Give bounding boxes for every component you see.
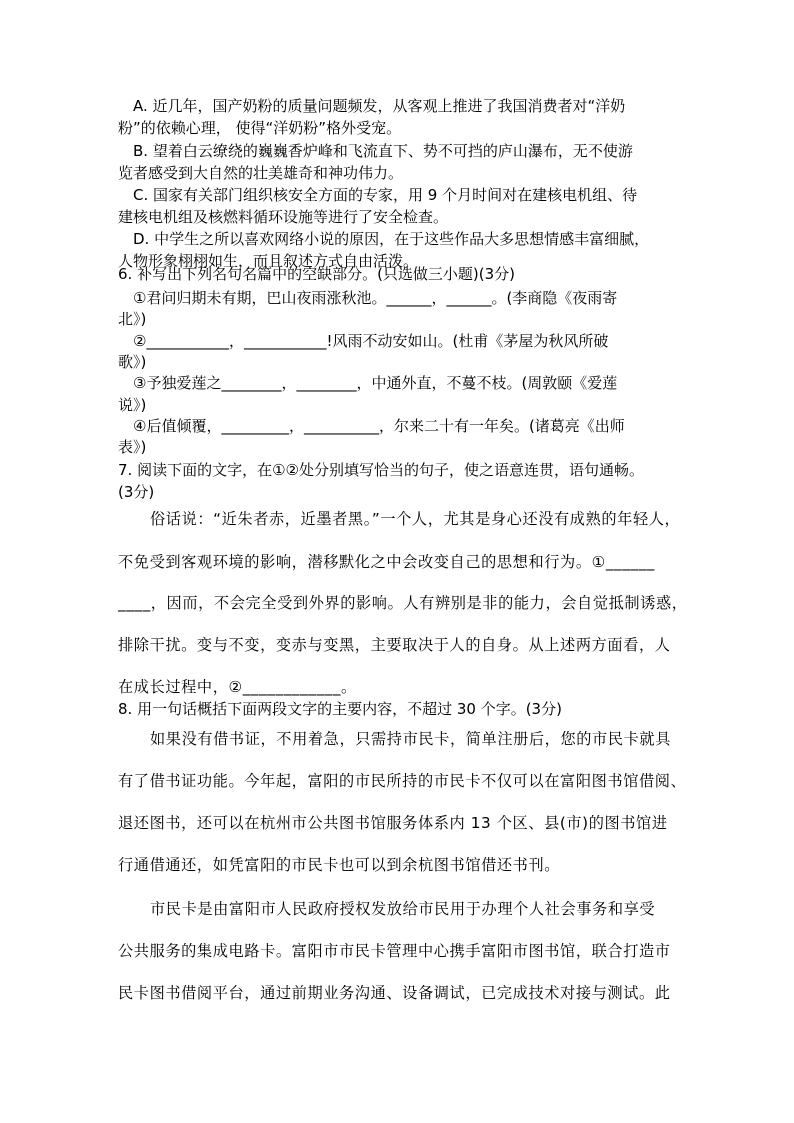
question-8-para-2-line-1: 市民卡是由富阳市人民政府授权发放给市民用于办理个人社会事务和享受 bbox=[150, 900, 656, 918]
question-8-para-2-line-2: 公共服务的集成电路卡。富阳市市民卡管理中心携手富阳市图书馆，联合打造市 bbox=[118, 942, 671, 960]
question-8-para-1-line-1: 如果没有借书证，不用着急，只需持市民卡，简单注册后，您的市民卡就具 bbox=[150, 730, 671, 748]
question-8-para-1-line-4: 行通借通还，如凭富阳的市民卡也可以到余杭图书馆借还书刊。 bbox=[118, 856, 561, 874]
option-a-line-1: A. 近几年，国产奶粉的质量问题频发，从客观上推进了我国消费者对“洋奶 bbox=[133, 97, 626, 115]
option-b-line-2: 览者感受到大自然的壮美雄奇和神功伟力。 bbox=[118, 164, 404, 182]
question-7-passage-line-3: ____，因而，不会完全受到外界的影响。人有辨别是非的能力，会自觉抵制诱惑， bbox=[118, 594, 688, 612]
option-b-line-1: B. 望着白云缭绕的巍巍香炉峰和飞流直下、势不可挡的庐山瀑布，无不使游 bbox=[133, 142, 633, 160]
question-7-passage-line-1: 俗话说：“近朱者赤，近墨者黑。”一个人，尤其是身心还没有成熟的年轻人， bbox=[150, 510, 681, 528]
question-6-item-4: ④后值倾覆，_________，__________，尔来二十有一年矣。(诸葛亮《出师 bbox=[133, 417, 625, 435]
question-8-para-1-line-3: 退还图书，还可以在杭州市公共图书馆服务体系内 13 个区、县(市)的图书馆进 bbox=[118, 814, 668, 832]
question-6-item-2: ②___________，___________!风雨不动安如山。(杜甫《茅屋为秋风所破 bbox=[133, 332, 609, 350]
question-8-para-2-line-3: 民卡图书借阅平台，通过前期业务沟通、设备调试，已完成技术对接与测试。此 bbox=[118, 984, 671, 1002]
question-7-passage-line-4: 排除干扰。变与不变，变赤与变黑，主要取决于人的自身。从上述两方面看，人 bbox=[118, 636, 671, 654]
question-7-passage-line-2: 不免受到客观环境的影响，潜移默化之中会改变自己的思想和行为。①______ bbox=[118, 553, 656, 571]
question-7-title-cont: (3分) bbox=[118, 483, 155, 501]
question-7-passage-line-5: 在成长过程中，②____________。 bbox=[118, 678, 357, 696]
question-6-item-1: ①君问归期未有期，巴山夜雨涨秋池。______，______。(李商隐《夜雨寄 bbox=[133, 289, 618, 307]
question-6-item-2-cont: 歌》) bbox=[118, 353, 147, 371]
question-6-item-3-cont: 说》) bbox=[118, 396, 147, 414]
option-a-line-2: 粉”的依赖心理， 使得“洋奶粉”格外受宠。 bbox=[118, 119, 402, 137]
question-6-item-1-cont: 北》) bbox=[118, 310, 147, 328]
question-6-item-4-cont: 表》) bbox=[118, 438, 147, 456]
question-8-title: 8. 用一句话概括下面两段文字的主要内容，不超过 30 个字。(3分) bbox=[118, 700, 562, 718]
option-d-line-2: 人物形象栩栩如生，而且叙述方式自由活泼。 bbox=[118, 252, 419, 270]
option-d-line-1: D. 中学生之所以喜欢网络小说的原因，在于这些作品大多思想情感丰富细腻， bbox=[133, 230, 650, 248]
option-c-line-1: C. 国家有关部门组织核安全方面的专家，用 9 个月时间对在建核电机组、待 bbox=[133, 186, 638, 204]
question-6-title: 6. 补写出下列名句名篇中的空缺部分。(只选做三小题)(3分) bbox=[118, 265, 516, 283]
question-6-item-3: ③予独爱莲之________，________，中通外直，不蔓不枝。(周敦颐《爱莲 bbox=[133, 374, 618, 392]
question-7-title: 7. 阅读下面的文字，在①②处分别填写恰当的句子，使之语意连贯，语句通畅。 bbox=[118, 461, 644, 479]
question-8-para-1-line-2: 有了借书证功能。今年起，富阳的市民所持的市民卡不仅可以在富阳图书馆借阅、 bbox=[118, 772, 687, 790]
option-c-line-2: 建核电机组及核燃料循环设施等进行了安全检查。 bbox=[118, 208, 449, 226]
